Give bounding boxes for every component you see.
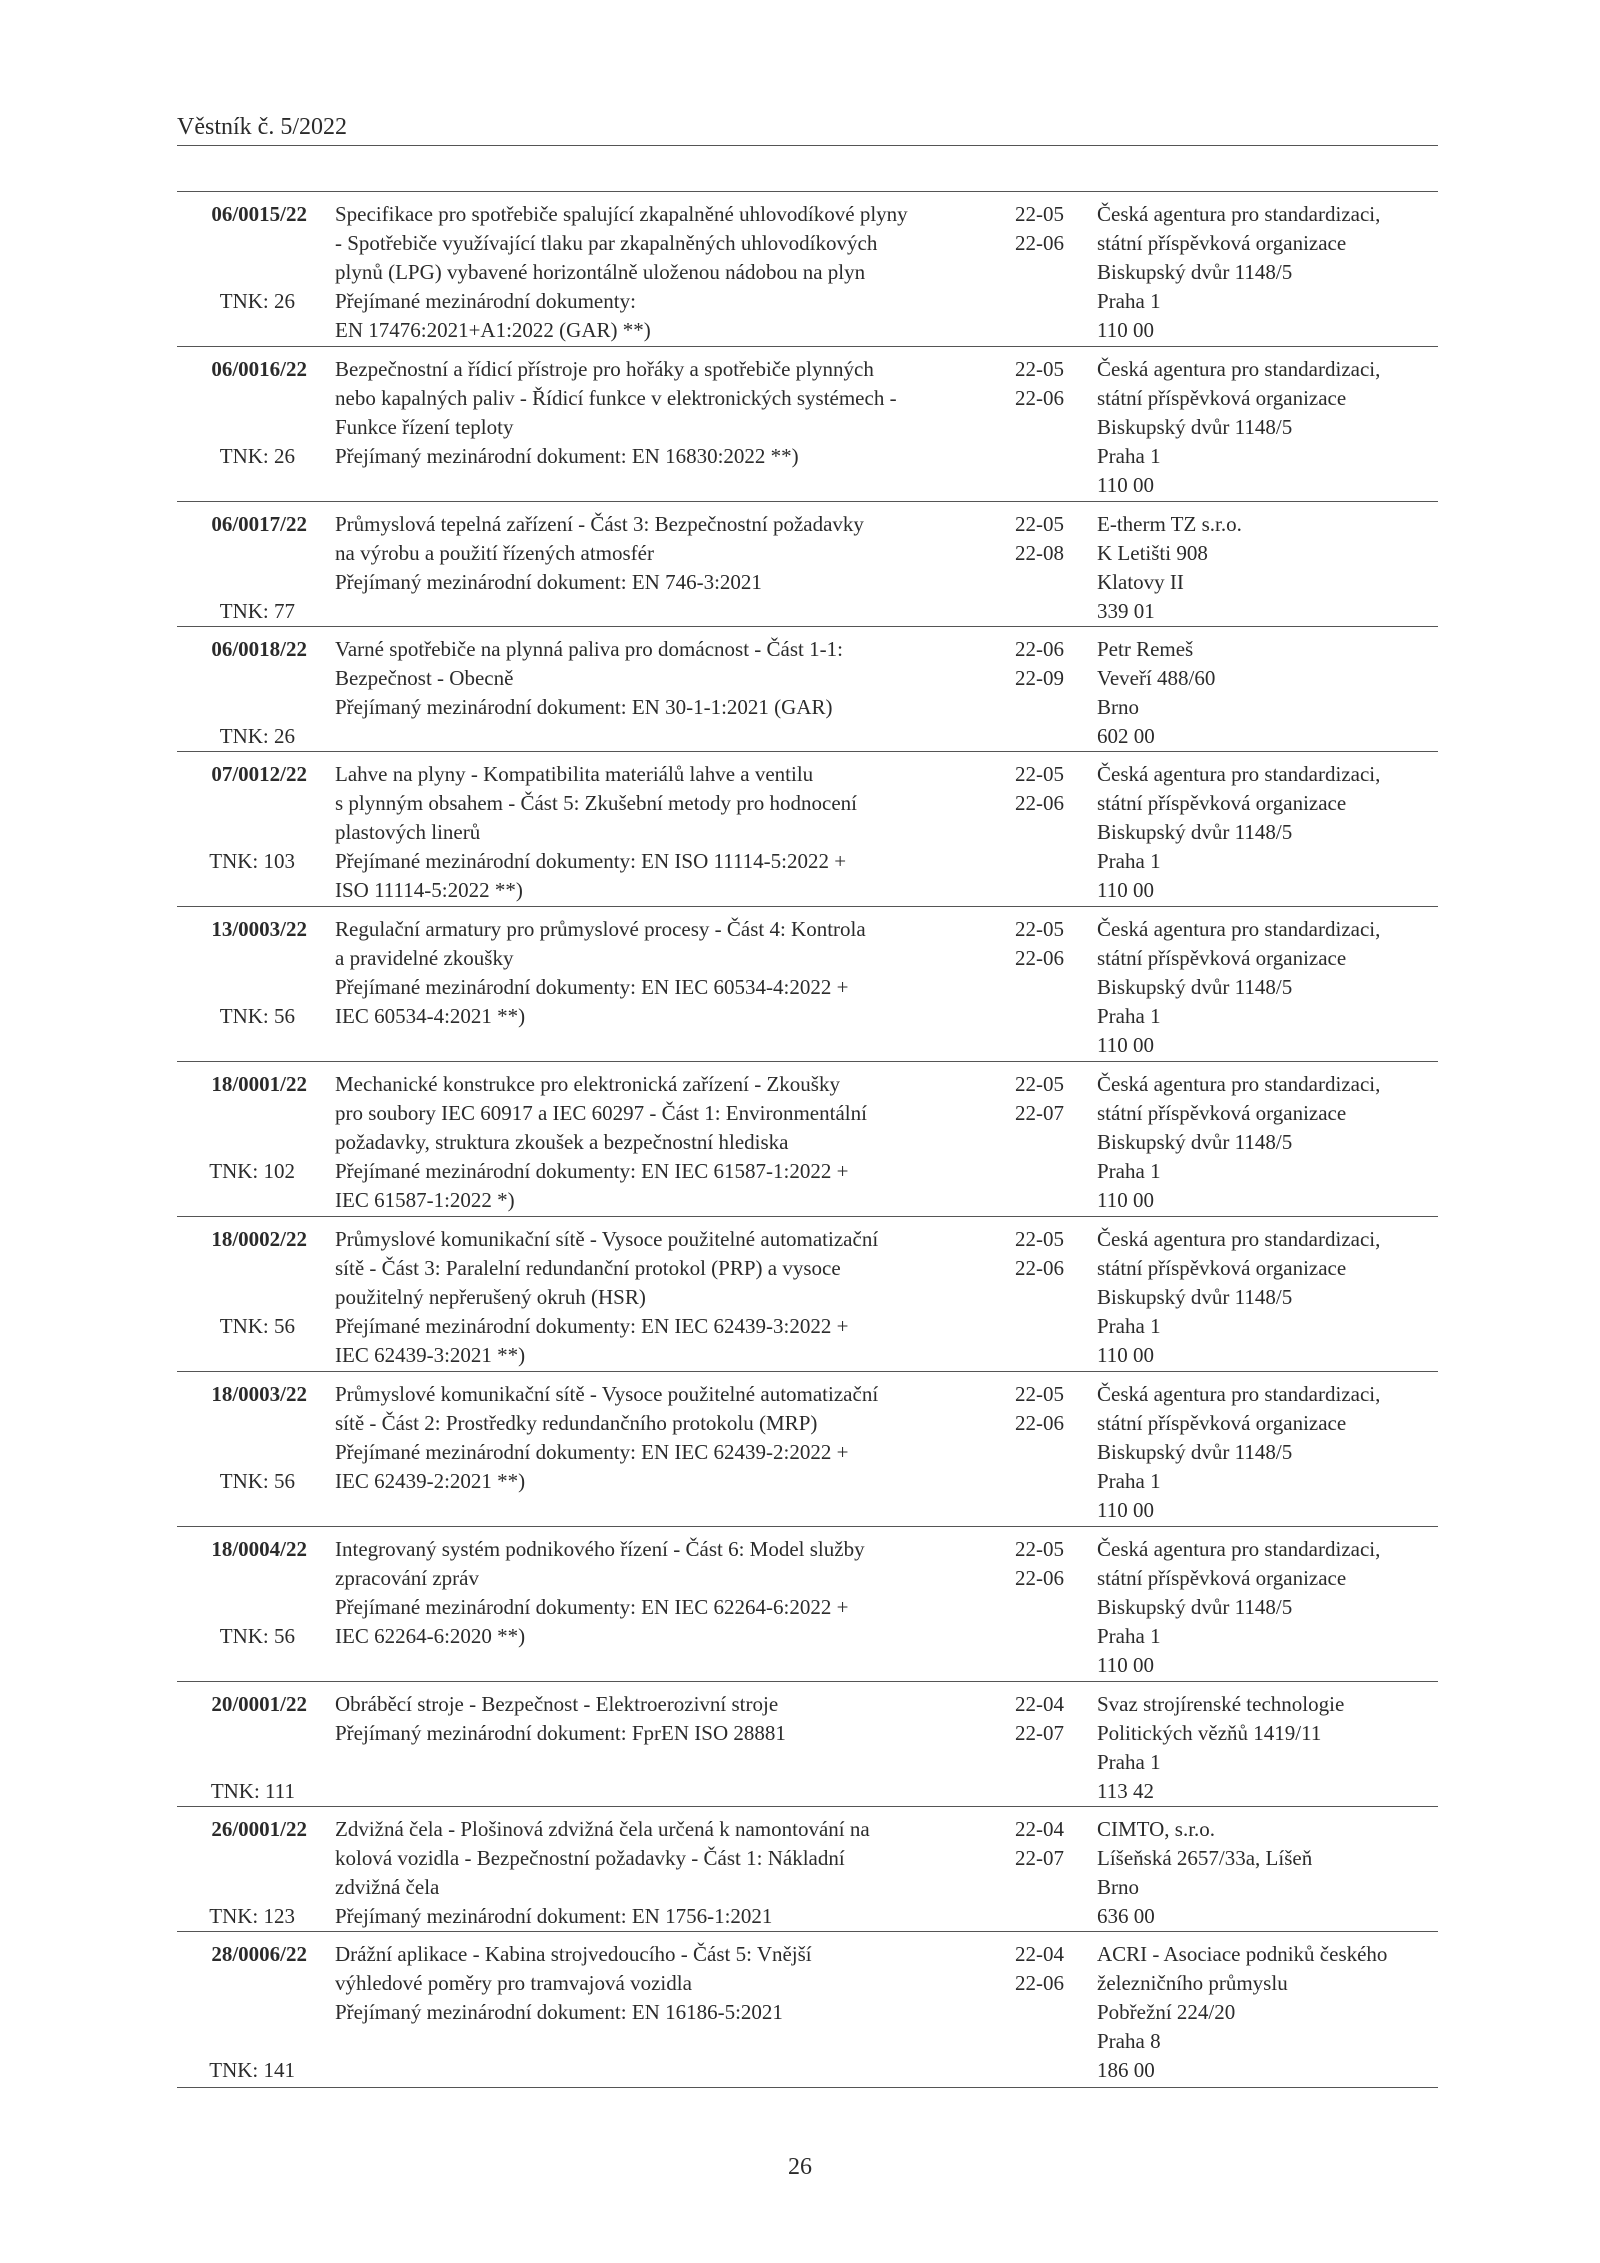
row-address-line: Biskupský dvůr 1148/5: [1097, 260, 1293, 284]
row-address-line: Česká agentura pro standardizaci,: [1097, 357, 1381, 381]
row-title-line: Přejímané mezinárodní dokumenty: EN ISO 11114-5:2022 +: [335, 849, 847, 873]
row-address: [1097, 760, 1442, 905]
table-row: [177, 346, 1438, 502]
row-title-line: s plynným obsahem - Část 5: Zkušební metody pro hodnocení: [335, 791, 858, 815]
row-dates-line: 22-08: [1015, 541, 1064, 565]
table-row: [177, 1061, 1438, 1217]
row-dates-line: 22-04: [1015, 1817, 1064, 1841]
row-address-line: Brno: [1097, 695, 1139, 719]
row-title-line: Přejímané mezinárodní dokumenty: EN IEC 61587-1:2022 +: [335, 1159, 849, 1183]
row-tnk: TNK: 56: [219, 1469, 295, 1493]
row-address-line: Česká agentura pro standardizaci,: [1097, 1072, 1381, 1096]
row-title: [335, 1535, 1015, 1651]
row-address-line: Praha 1: [1097, 1314, 1161, 1338]
row-dates: [1015, 1380, 1095, 1438]
row-dates-line: 22-06: [1015, 946, 1064, 970]
row-id: 28/0006/22: [211, 1942, 307, 1966]
row-address-line: Praha 1: [1097, 1624, 1161, 1648]
row-title-line: Přejímané mezinárodní dokumenty: EN IEC 62264-6:2022 +: [335, 1595, 849, 1619]
row-tnk: TNK: 56: [219, 1004, 295, 1028]
row-address-line: Česká agentura pro standardizaci,: [1097, 202, 1381, 226]
row-id: 13/0003/22: [211, 917, 307, 941]
row-tnk: TNK: 141: [209, 2058, 295, 2082]
table-row: [177, 1931, 1438, 2088]
row-dates: [1015, 1225, 1095, 1283]
row-title: [335, 1940, 1015, 2027]
row-dates-line: 22-06: [1015, 1256, 1064, 1280]
row-address-line: 110 00: [1097, 1653, 1154, 1677]
row-dates-line: 22-05: [1015, 1537, 1064, 1561]
row-address-line: Praha 1: [1097, 1750, 1161, 1774]
row-tnk: TNK: 56: [219, 1624, 295, 1648]
row-id: 06/0015/22: [211, 202, 307, 226]
row-dates-line: 22-05: [1015, 762, 1064, 786]
row-address-line: Biskupský dvůr 1148/5: [1097, 415, 1293, 439]
row-id: 18/0004/22: [211, 1537, 307, 1561]
row-address-line: 602 00: [1097, 724, 1155, 748]
row-address-line: 186 00: [1097, 2058, 1155, 2082]
row-address-line: státní příspěvková organizace: [1097, 231, 1347, 255]
row-address-line: Veveří 488/60: [1097, 666, 1216, 690]
table-row: [177, 191, 1438, 347]
row-address-line: 110 00: [1097, 318, 1154, 342]
row-title-line: IEC 60534-4:2021 **): [335, 1004, 526, 1028]
row-title-line: IEC 62264-6:2020 **): [335, 1624, 526, 1648]
row-title-line: Zdvižná čela - Plošinová zdvižná čela určená k namontování na: [335, 1817, 870, 1841]
row-title-line: na výrobu a použití řízených atmosfér: [335, 541, 654, 565]
row-title-line: a pravidelné zkoušky: [335, 946, 514, 970]
row-address-line: Biskupský dvůr 1148/5: [1097, 1285, 1293, 1309]
row-title: [335, 510, 1015, 597]
row-title-line: Přejímaný mezinárodní dokument: EN 16186-5:2021: [335, 2000, 783, 2024]
table-row: [177, 501, 1438, 627]
row-title-line: Integrovaný systém podnikového řízení - Část 6: Model služby: [335, 1537, 865, 1561]
row-title-line: Přejímané mezinárodní dokumenty: EN IEC 62439-3:2022 +: [335, 1314, 849, 1338]
row-dates-line: 22-05: [1015, 1072, 1064, 1096]
row-dates-line: 22-07: [1015, 1846, 1064, 1870]
row-address-line: Klatovy II: [1097, 570, 1184, 594]
table-row: [177, 1371, 1438, 1527]
row-dates: [1015, 1690, 1095, 1748]
row-address: [1097, 915, 1442, 1060]
row-dates: [1015, 1535, 1095, 1593]
header-divider: [177, 145, 1438, 146]
row-address-line: 636 00: [1097, 1904, 1155, 1928]
row-tnk: TNK: 56: [219, 1314, 295, 1338]
row-dates-line: 22-07: [1015, 1101, 1064, 1125]
row-title-line: výhledové poměry pro tramvajová vozidla: [335, 1971, 692, 1995]
row-address-line: Česká agentura pro standardizaci,: [1097, 1537, 1381, 1561]
row-title: [335, 635, 1015, 722]
row-title-line: EN 17476:2021+A1:2022 (GAR) **): [335, 318, 651, 342]
row-address: [1097, 510, 1442, 626]
row-address-line: 339 01: [1097, 599, 1155, 623]
row-address: [1097, 355, 1442, 500]
row-address: [1097, 1535, 1442, 1680]
row-tnk: TNK: 103: [209, 849, 295, 873]
row-dates-line: 22-05: [1015, 1382, 1064, 1406]
row-dates-line: 22-04: [1015, 1942, 1064, 1966]
row-address-line: železničního průmyslu: [1097, 1971, 1288, 1995]
row-title-line: Funkce řízení teploty: [335, 415, 514, 439]
row-address-line: Česká agentura pro standardizaci,: [1097, 1227, 1381, 1251]
row-dates: [1015, 200, 1095, 258]
row-title-line: Průmyslové komunikační sítě - Vysoce použitelné automatizační: [335, 1227, 879, 1251]
row-dates: [1015, 760, 1095, 818]
row-dates-line: 22-04: [1015, 1692, 1064, 1716]
row-dates-line: 22-05: [1015, 357, 1064, 381]
row-address-line: Praha 1: [1097, 1469, 1161, 1493]
row-title-line: sítě - Část 3: Paralelní redundanční protokol (PRP) a vysoce: [335, 1256, 841, 1280]
row-id: 06/0017/22: [211, 512, 307, 536]
row-title-line: plastových linerů: [335, 820, 481, 844]
table-row: [177, 1806, 1438, 1932]
row-address-line: Biskupský dvůr 1148/5: [1097, 1130, 1293, 1154]
row-id: 20/0001/22: [211, 1692, 307, 1716]
row-title-line: Přejímaný mezinárodní dokument: FprEN ISO 28881: [335, 1721, 786, 1745]
row-id: 26/0001/22: [211, 1817, 307, 1841]
row-address-line: 113 42: [1097, 1779, 1154, 1803]
row-title-line: kolová vozidla - Bezpečnostní požadavky - Část 1: Nákladní: [335, 1846, 845, 1870]
table-row: [177, 1526, 1438, 1682]
row-dates: [1015, 510, 1095, 568]
row-address-line: E-therm TZ s.r.o.: [1097, 512, 1242, 536]
row-id: 06/0016/22: [211, 357, 307, 381]
row-address-line: státní příspěvková organizace: [1097, 791, 1347, 815]
row-title-line: Bezpečnost - Obecně: [335, 666, 514, 690]
row-address-line: 110 00: [1097, 1188, 1154, 1212]
row-dates-line: 22-09: [1015, 666, 1064, 690]
row-address-line: Biskupský dvůr 1148/5: [1097, 820, 1293, 844]
row-title: [335, 1815, 1015, 1931]
row-address-line: Praha 1: [1097, 1004, 1161, 1028]
row-address-line: státní příspěvková organizace: [1097, 1566, 1347, 1590]
row-dates-line: 22-05: [1015, 512, 1064, 536]
row-title-line: nebo kapalných paliv - Řídicí funkce v elektronických systémech -: [335, 386, 897, 410]
row-address-line: Petr Remeš: [1097, 637, 1194, 661]
row-title: [335, 1070, 1015, 1215]
table-row: [177, 906, 1438, 1062]
row-title: [335, 1690, 1015, 1748]
row-dates: [1015, 1815, 1095, 1873]
row-dates: [1015, 355, 1095, 413]
row-address-line: CIMTO, s.r.o.: [1097, 1817, 1216, 1841]
page-header: Věstník č. 5/2022: [177, 114, 347, 140]
row-title-line: IEC 61587-1:2022 *): [335, 1188, 515, 1212]
row-tnk: TNK: 102: [209, 1159, 295, 1183]
row-title: [335, 1380, 1015, 1496]
row-title-line: Bezpečnostní a řídicí přístroje pro hořáky a spotřebiče plynných: [335, 357, 874, 381]
table-row: [177, 626, 1438, 752]
row-title: [335, 760, 1015, 905]
row-title-line: Přejímaný mezinárodní dokument: EN 30-1-1:2021 (GAR): [335, 695, 833, 719]
row-title: [335, 200, 1015, 345]
row-address-line: Pobřežní 224/20: [1097, 2000, 1236, 2024]
row-title-line: Specifikace pro spotřebiče spalující zkapalněné uhlovodíkové plyny: [335, 202, 908, 226]
row-title-line: Mechanické konstrukce pro elektronická zařízení - Zkoušky: [335, 1072, 840, 1096]
row-address: [1097, 1225, 1442, 1370]
table-row: [177, 1681, 1438, 1807]
row-address-line: Praha 1: [1097, 1159, 1161, 1183]
row-address-line: Česká agentura pro standardizaci,: [1097, 1382, 1381, 1406]
row-title-line: Přejímané mezinárodní dokumenty: EN IEC 62439-2:2022 +: [335, 1440, 849, 1464]
row-address-line: státní příspěvková organizace: [1097, 386, 1347, 410]
row-dates-line: 22-05: [1015, 1227, 1064, 1251]
row-id: 18/0003/22: [211, 1382, 307, 1406]
row-address: [1097, 1815, 1442, 1931]
row-address: [1097, 1070, 1442, 1215]
row-address-line: Brno: [1097, 1875, 1139, 1899]
row-dates-line: 22-06: [1015, 637, 1064, 661]
row-id: 06/0018/22: [211, 637, 307, 661]
row-address-line: ACRI - Asociace podniků českého: [1097, 1942, 1388, 1966]
row-tnk: TNK: 26: [219, 724, 295, 748]
row-tnk: TNK: 123: [209, 1904, 295, 1928]
row-dates-line: 22-06: [1015, 1411, 1064, 1435]
row-address-line: státní příspěvková organizace: [1097, 1411, 1347, 1435]
row-title-line: Přejímaný mezinárodní dokument: EN 1756-1:2021: [335, 1904, 773, 1928]
row-dates-line: 22-07: [1015, 1721, 1064, 1745]
row-title-line: sítě - Část 2: Prostředky redundančního protokolu (MRP): [335, 1411, 818, 1435]
row-address-line: 110 00: [1097, 1498, 1154, 1522]
row-title-line: zdvižná čela: [335, 1875, 440, 1899]
row-title-line: pro soubory IEC 60917 a IEC 60297 - Část 1: Environmentální: [335, 1101, 867, 1125]
row-title-line: Přejímané mezinárodní dokumenty:: [335, 289, 636, 313]
row-address-line: Praha 1: [1097, 444, 1161, 468]
row-title-line: - Spotřebiče využívající tlaku par zkapalněných uhlovodíkových: [335, 231, 878, 255]
row-title-line: Lahve na plyny - Kompatibilita materiálů lahve a ventilu: [335, 762, 814, 786]
row-address-line: státní příspěvková organizace: [1097, 1101, 1347, 1125]
row-title-line: plynů (LPG) vybavené horizontálně uloženou nádobou na plyn: [335, 260, 866, 284]
row-address-line: Praha 8: [1097, 2029, 1161, 2053]
row-dates-line: 22-05: [1015, 202, 1064, 226]
page-number: 26: [788, 2154, 812, 2180]
row-dates: [1015, 1070, 1095, 1128]
row-address-line: Líšeňská 2657/33a, Líšeň: [1097, 1846, 1313, 1870]
row-address-line: 110 00: [1097, 1343, 1154, 1367]
row-address: [1097, 1690, 1442, 1806]
row-title-line: zpracování zpráv: [335, 1566, 479, 1590]
row-title: [335, 1225, 1015, 1370]
row-dates-line: 22-06: [1015, 791, 1064, 815]
row-dates-line: 22-06: [1015, 1971, 1064, 1995]
row-id: 18/0001/22: [211, 1072, 307, 1096]
row-address-line: 110 00: [1097, 1033, 1154, 1057]
row-address: [1097, 1940, 1442, 2085]
row-dates: [1015, 1940, 1095, 1998]
row-title-line: Průmyslové komunikační sítě - Vysoce použitelné automatizační: [335, 1382, 879, 1406]
row-address-line: státní příspěvková organizace: [1097, 1256, 1347, 1280]
row-title: [335, 355, 1015, 471]
row-address-line: Biskupský dvůr 1148/5: [1097, 1595, 1293, 1619]
row-address-line: 110 00: [1097, 473, 1154, 497]
row-dates-line: 22-05: [1015, 917, 1064, 941]
row-address-line: Česká agentura pro standardizaci,: [1097, 762, 1381, 786]
row-address-line: Praha 1: [1097, 849, 1161, 873]
row-title: [335, 915, 1015, 1031]
row-title-line: Obráběcí stroje - Bezpečnost - Elektroerozivní stroje: [335, 1692, 779, 1716]
row-address-line: Politických vězňů 1419/11: [1097, 1721, 1322, 1745]
row-title-line: požadavky, struktura zkoušek a bezpečnostní hlediska: [335, 1130, 789, 1154]
row-tnk: TNK: 26: [219, 289, 295, 313]
row-title-line: Varné spotřebiče na plynná paliva pro domácnost - Část 1-1:: [335, 637, 843, 661]
row-address-line: Česká agentura pro standardizaci,: [1097, 917, 1381, 941]
row-id: 18/0002/22: [211, 1227, 307, 1251]
row-dates: [1015, 915, 1095, 973]
row-address-line: Biskupský dvůr 1148/5: [1097, 975, 1293, 999]
row-title-line: IEC 62439-3:2021 **): [335, 1343, 526, 1367]
row-address-line: Svaz strojírenské technologie: [1097, 1692, 1345, 1716]
row-address-line: Praha 1: [1097, 289, 1161, 313]
row-address-line: Biskupský dvůr 1148/5: [1097, 1440, 1293, 1464]
row-id: 07/0012/22: [211, 762, 307, 786]
row-title-line: IEC 62439-2:2021 **): [335, 1469, 526, 1493]
row-tnk: TNK: 111: [210, 1779, 295, 1803]
row-dates: [1015, 635, 1095, 693]
row-title-line: ISO 11114-5:2022 **): [335, 878, 523, 902]
row-dates-line: 22-06: [1015, 1566, 1064, 1590]
table-row: [177, 751, 1438, 907]
row-tnk: TNK: 26: [219, 444, 295, 468]
row-tnk: TNK: 77: [219, 599, 295, 623]
row-title-line: použitelný nepřerušený okruh (HSR): [335, 1285, 646, 1309]
row-title-line: Drážní aplikace - Kabina strojvedoucího - Část 5: Vnější: [335, 1942, 812, 1966]
table-row: [177, 1216, 1438, 1372]
row-address-line: 110 00: [1097, 878, 1154, 902]
row-title-line: Přejímané mezinárodní dokumenty: EN IEC 60534-4:2022 +: [335, 975, 849, 999]
row-address: [1097, 1380, 1442, 1525]
row-title-line: Přejímaný mezinárodní dokument: EN 16830:2022 **): [335, 444, 799, 468]
row-address-line: státní příspěvková organizace: [1097, 946, 1347, 970]
row-address: [1097, 200, 1442, 345]
row-dates-line: 22-06: [1015, 231, 1064, 255]
row-title-line: Přejímaný mezinárodní dokument: EN 746-3:2021: [335, 570, 762, 594]
row-address-line: K Letišti 908: [1097, 541, 1208, 565]
row-address: [1097, 635, 1442, 751]
row-title-line: Průmyslová tepelná zařízení - Část 3: Bezpečnostní požadavky: [335, 512, 864, 536]
row-dates-line: 22-06: [1015, 386, 1064, 410]
row-title-line: Regulační armatury pro průmyslové procesy - Část 4: Kontrola: [335, 917, 866, 941]
